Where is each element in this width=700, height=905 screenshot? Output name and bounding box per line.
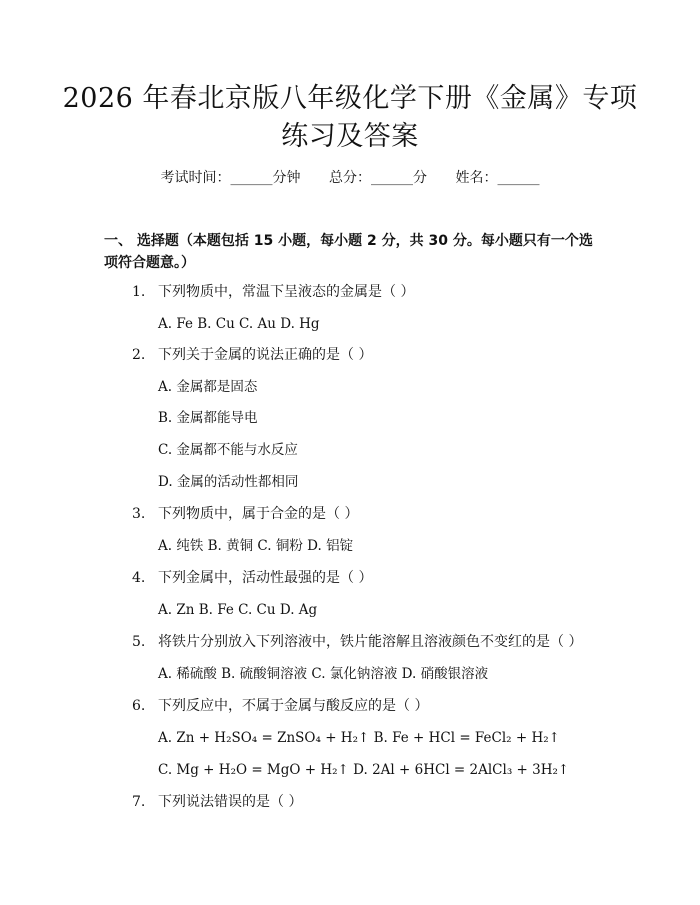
exam-meta: [0, 168, 700, 188]
question-text: 下列物质中，属于合金的是（ ）: [158, 506, 359, 522]
question: [132, 504, 358, 524]
question-number: 2.: [132, 347, 146, 363]
option-line: A. Zn + H₂SO₄ = ZnSO₄ + H₂↑ B. Fe + HCl = FeCl₂ + H₂↑: [158, 730, 560, 746]
option-line: A. Zn B. Fe C. Cu D. Ag: [158, 602, 318, 618]
question-number: 7.: [132, 794, 146, 810]
section-heading: 一、 选择题（本题包括 15 小题，每小题 2 分，共 30 分。每小题只有一个选项符合题意。）: [104, 233, 593, 271]
question-number: 6.: [132, 698, 146, 714]
option-line: C. 金属都不能与水反应: [158, 442, 298, 458]
exam-time: 考试时间：______分钟: [160, 170, 301, 186]
question: [132, 568, 372, 588]
question: [132, 282, 414, 302]
question: [132, 792, 302, 812]
question-text: 下列反应中，不属于金属与酸反应的是（ ）: [158, 698, 429, 714]
question-text: 下列物质中，常温下呈液态的金属是（ ）: [158, 284, 415, 300]
question-number: 3.: [132, 506, 146, 522]
option-line: D. 金属的活动性都相同: [158, 474, 299, 490]
question: [132, 632, 582, 652]
option-line: A. 稀硫酸 B. 硫酸铜溶液 C. 氯化钠溶液 D. 硝酸银溶液: [158, 666, 489, 682]
option-line: A. 金属都是固态: [158, 379, 258, 395]
question-number: 1.: [132, 284, 146, 300]
question-number: 5.: [132, 634, 146, 650]
question-text: 下列金属中，活动性最强的是（ ）: [158, 570, 373, 586]
option-line: C. Mg + H₂O = MgO + H₂↑ D. 2Al + 6HCl = 2AlCl₃ + 3H₂↑: [158, 762, 570, 778]
total-score: 总分：______分: [329, 170, 427, 186]
option-line: B. 金属都能导电: [158, 410, 258, 426]
student-name: 姓名：______: [455, 170, 540, 186]
option-line: A. Fe B. Cu C. Au D. Hg: [158, 316, 320, 332]
question: [132, 696, 428, 716]
page-title: 2026 年春北京版八年级化学下册《金属》专项练习及答案: [62, 83, 638, 152]
question: [132, 345, 372, 365]
question-number: 4.: [132, 570, 146, 586]
question-text: 将铁片分别放入下列溶液中，铁片能溶解且溶液颜色不变红的是（ ）: [158, 634, 583, 650]
question-text: 下列说法错误的是（ ）: [158, 794, 303, 810]
question-text: 下列关于金属的说法正确的是（ ）: [158, 347, 373, 363]
option-line: A. 纯铁 B. 黄铜 C. 铜粉 D. 铝锭: [158, 538, 354, 554]
